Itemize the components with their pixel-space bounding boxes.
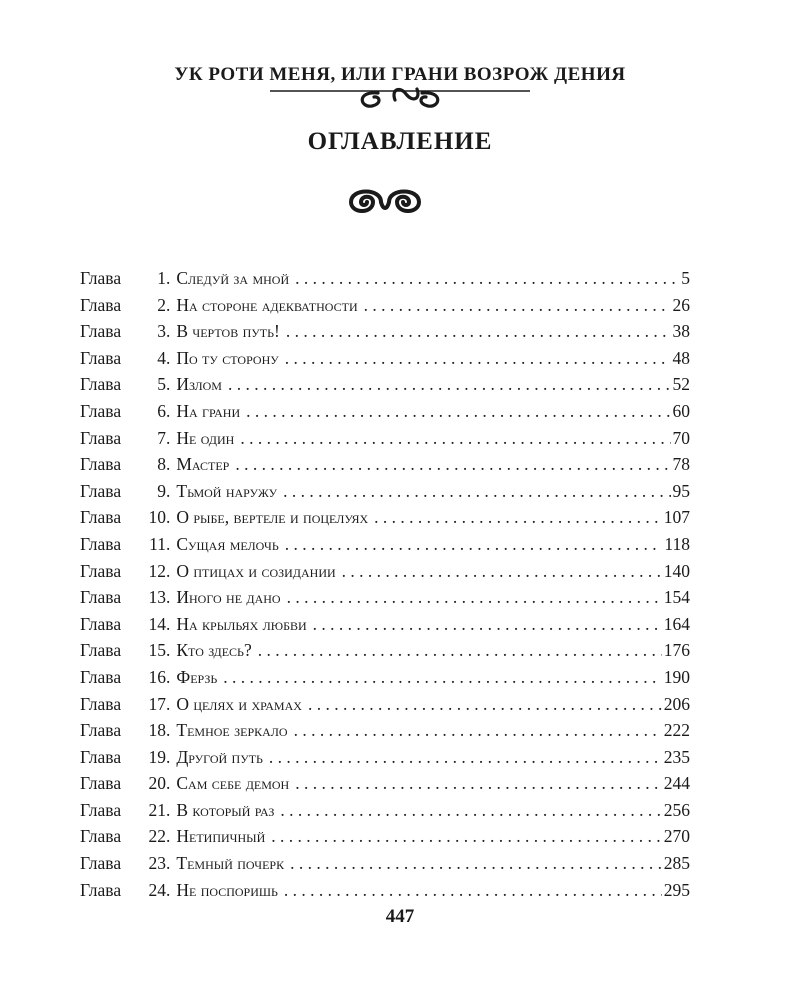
dot-leader [223, 664, 661, 691]
dot-leader [240, 425, 670, 452]
chapter-title: Нетипичный [176, 826, 266, 847]
chapter-title: В который раз [176, 799, 275, 820]
chapter-number: 11 [149, 533, 166, 554]
chapter-number: 3 [157, 321, 166, 342]
chapter-title: По ту сторону [176, 347, 279, 368]
chapter-label: Глава [80, 321, 122, 342]
toc-entry [80, 504, 690, 531]
chapter-number-dot: . [166, 773, 171, 794]
chapter-page-number: 176 [663, 640, 690, 661]
chapter-page-number: 244 [663, 773, 690, 794]
dot-leader [228, 371, 671, 398]
chapter-page-number: 295 [663, 879, 690, 900]
chapter-title: На грани [176, 400, 241, 421]
chapter-label: Глава [80, 400, 122, 421]
running-head [0, 64, 800, 86]
toc-entry [80, 664, 690, 691]
chapter-number: 16 [148, 666, 166, 687]
chapter-page-number: 60 [672, 400, 690, 421]
running-head-text: УК РОТИ МЕНЯ, ИЛИ ГРАНИ ВОЗРОЖ ДЕНИЯ [174, 64, 626, 85]
toc-entry [80, 797, 690, 824]
chapter-number-dot: . [166, 347, 171, 368]
chapter-page-number: 222 [663, 720, 690, 741]
chapter-title: Темное зеркало [176, 720, 288, 741]
chapter-page-number: 52 [672, 374, 690, 395]
toc-entry [80, 611, 690, 638]
chapter-number-dot: . [166, 480, 171, 501]
chapter-title: О птицах и созидании [176, 560, 336, 581]
chapter-title: На крыльях любви [176, 613, 307, 634]
chapter-title: Не поспоришь [176, 879, 278, 900]
chapter-label: Глава [80, 268, 122, 288]
chapter-number: 13 [148, 587, 166, 608]
dot-leader [308, 691, 662, 718]
chapter-number-dot: . [166, 268, 171, 288]
chapter-number-dot: . [166, 427, 171, 448]
chapter-title: О рыбе, вертеле и поцелуях [176, 507, 369, 528]
dot-leader [286, 318, 671, 345]
chapter-title: Кто здесь? [176, 640, 252, 661]
chapter-page-number: 270 [663, 826, 690, 847]
chapter-number-dot: . [166, 693, 171, 714]
toc-entry [80, 770, 690, 797]
chapter-label: Глава [80, 853, 122, 874]
chapter-number: 15 [148, 640, 166, 661]
chapter-number-dot: . [166, 879, 171, 900]
chapter-number: 23 [148, 853, 166, 874]
chapter-label: Глава [80, 720, 122, 741]
chapter-number: 6 [157, 400, 166, 421]
toc-entry [80, 478, 690, 505]
chapter-number-dot: . [166, 560, 171, 581]
chapter-label: Глава [80, 347, 122, 368]
toc-entry [80, 345, 690, 372]
table-of-contents [80, 265, 690, 903]
chapter-number-dot: . [166, 533, 171, 554]
chapter-number-dot: . [166, 374, 171, 395]
chapter-label: Глава [80, 613, 122, 634]
dot-leader [258, 637, 662, 664]
chapter-title: Темный почерк [176, 853, 285, 874]
dot-leader [280, 797, 661, 824]
chapter-number-dot: . [166, 294, 171, 315]
chapter-title: Следуй за мной [176, 268, 290, 288]
chapter-label: Глава [80, 480, 122, 501]
chapter-label: Глава [80, 693, 122, 714]
chapter-title: Не один [176, 427, 235, 448]
chapter-title: Иного не дано [176, 587, 281, 608]
chapter-title: Тьмой наружу [176, 480, 278, 501]
page-number: 447 [385, 906, 415, 927]
chapter-label: Глава [80, 640, 122, 661]
toc-entry [80, 265, 690, 292]
chapter-label: Глава [80, 826, 122, 847]
chapter-number: 17 [148, 693, 166, 714]
toc-entry [80, 531, 690, 558]
dot-leader [295, 265, 679, 292]
chapter-label: Глава [80, 587, 122, 608]
chapter-label: Глава [80, 799, 122, 820]
chapter-page-number: 256 [663, 799, 690, 820]
swirl-ornament-icon [268, 76, 532, 110]
dot-leader [283, 478, 670, 505]
chapter-number: 19 [148, 746, 166, 767]
chapter-page-number: 206 [663, 693, 690, 714]
toc-entry [80, 451, 690, 478]
dot-leader [246, 398, 670, 425]
chapter-title: Другой путь [176, 746, 263, 767]
chapter-label: Глава [80, 746, 122, 767]
chapter-page-number: 107 [663, 507, 690, 528]
chapter-number: 9 [157, 480, 166, 501]
chapter-number-dot: . [166, 507, 171, 528]
chapter-page-number: 118 [664, 533, 690, 554]
toc-entry [80, 717, 690, 744]
chapter-page-number: 78 [672, 454, 690, 475]
chapter-number-dot: . [166, 746, 171, 767]
chapter-number-dot: . [166, 826, 171, 847]
dot-leader [294, 717, 662, 744]
chapter-number: 24 [148, 879, 166, 900]
toc-entry [80, 292, 690, 319]
chapter-number-dot: . [166, 853, 171, 874]
chapter-title: Излом [176, 374, 222, 395]
toc-entry [80, 850, 690, 877]
chapter-label: Глава [80, 374, 122, 395]
dot-leader [271, 823, 661, 850]
chapter-number: 18 [148, 720, 166, 741]
chapter-number-dot: . [166, 640, 171, 661]
dot-leader [290, 850, 662, 877]
chapter-label: Глава [80, 454, 122, 475]
chapter-number: 4 [157, 347, 166, 368]
dot-leader [295, 770, 662, 797]
chapter-page-number: 154 [663, 587, 690, 608]
toc-entry [80, 877, 690, 904]
dot-leader [235, 451, 670, 478]
chapter-number: 20 [148, 773, 166, 794]
chapter-page-number: 164 [663, 613, 690, 634]
chapter-label: Глава [80, 533, 122, 554]
chapter-page-number: 285 [663, 853, 690, 874]
toc-entry [80, 691, 690, 718]
toc-entry [80, 637, 690, 664]
dot-leader [269, 744, 662, 771]
chapter-number-dot: . [166, 799, 171, 820]
toc-entry [80, 823, 690, 850]
chapter-page-number: 95 [672, 480, 690, 501]
dot-leader [287, 584, 662, 611]
chapter-number: 8 [157, 454, 166, 475]
chapter-label: Глава [80, 666, 122, 687]
chapter-number: 22 [148, 826, 166, 847]
toc-entry [80, 371, 690, 398]
chapter-label: Глава [80, 879, 122, 900]
dot-leader [313, 611, 662, 638]
chapter-label: Глава [80, 427, 122, 448]
chapter-label: Глава [80, 507, 122, 528]
chapter-title: Сам себе демон [176, 773, 290, 794]
chapter-number-dot: . [166, 613, 171, 634]
toc-entry [80, 318, 690, 345]
chapter-number-dot: . [166, 587, 171, 608]
chapter-page-number: 235 [663, 746, 690, 767]
dot-leader [285, 531, 663, 558]
chapter-number: 21 [148, 799, 166, 820]
chapter-title: Сущая мелочь [176, 533, 279, 554]
chapter-page-number: 48 [672, 347, 690, 368]
chapter-number: 2 [157, 294, 166, 315]
chapter-label: Глава [80, 294, 122, 315]
toc-entry [80, 425, 690, 452]
chapter-title: В чертов путь! [176, 321, 280, 342]
chapter-page-number: 70 [672, 427, 690, 448]
chapter-number: 1 [157, 268, 166, 288]
chapter-title: На стороне адекватности [176, 294, 358, 315]
chapter-number-dot: . [166, 400, 171, 421]
page-title: ОГЛАВЛЕНИЕ [307, 128, 493, 155]
chapter-label: Глава [80, 773, 122, 794]
chapter-number-dot: . [166, 454, 171, 475]
chapter-page-number: 190 [663, 666, 690, 687]
chapter-number: 12 [148, 560, 166, 581]
chapter-number-dot: . [166, 720, 171, 741]
chapter-title: Мастер [176, 454, 230, 475]
toc-entry [80, 398, 690, 425]
chapter-number: 14 [148, 613, 166, 634]
chapter-page-number: 38 [672, 321, 690, 342]
dot-leader [342, 558, 662, 585]
swirl-ornament-icon [345, 184, 425, 220]
dot-leader [285, 345, 671, 372]
chapter-number-dot: . [166, 666, 171, 687]
chapter-page-number: 26 [672, 294, 690, 315]
chapter-number: 10 [148, 507, 166, 528]
dot-leader [364, 292, 671, 319]
chapter-number-dot: . [166, 321, 171, 342]
chapter-number: 7 [157, 427, 166, 448]
toc-entry [80, 744, 690, 771]
chapter-title: О целях и храмах [176, 693, 302, 714]
toc-entry [80, 558, 690, 585]
toc-entry [80, 584, 690, 611]
dot-leader [374, 504, 662, 531]
chapter-page-number: 140 [663, 560, 690, 581]
chapter-page-number: 5 [681, 268, 690, 288]
chapter-number: 5 [157, 374, 166, 395]
dot-leader [284, 877, 662, 904]
chapter-label: Глава [80, 560, 122, 581]
chapter-title: Ферзь [176, 666, 218, 687]
